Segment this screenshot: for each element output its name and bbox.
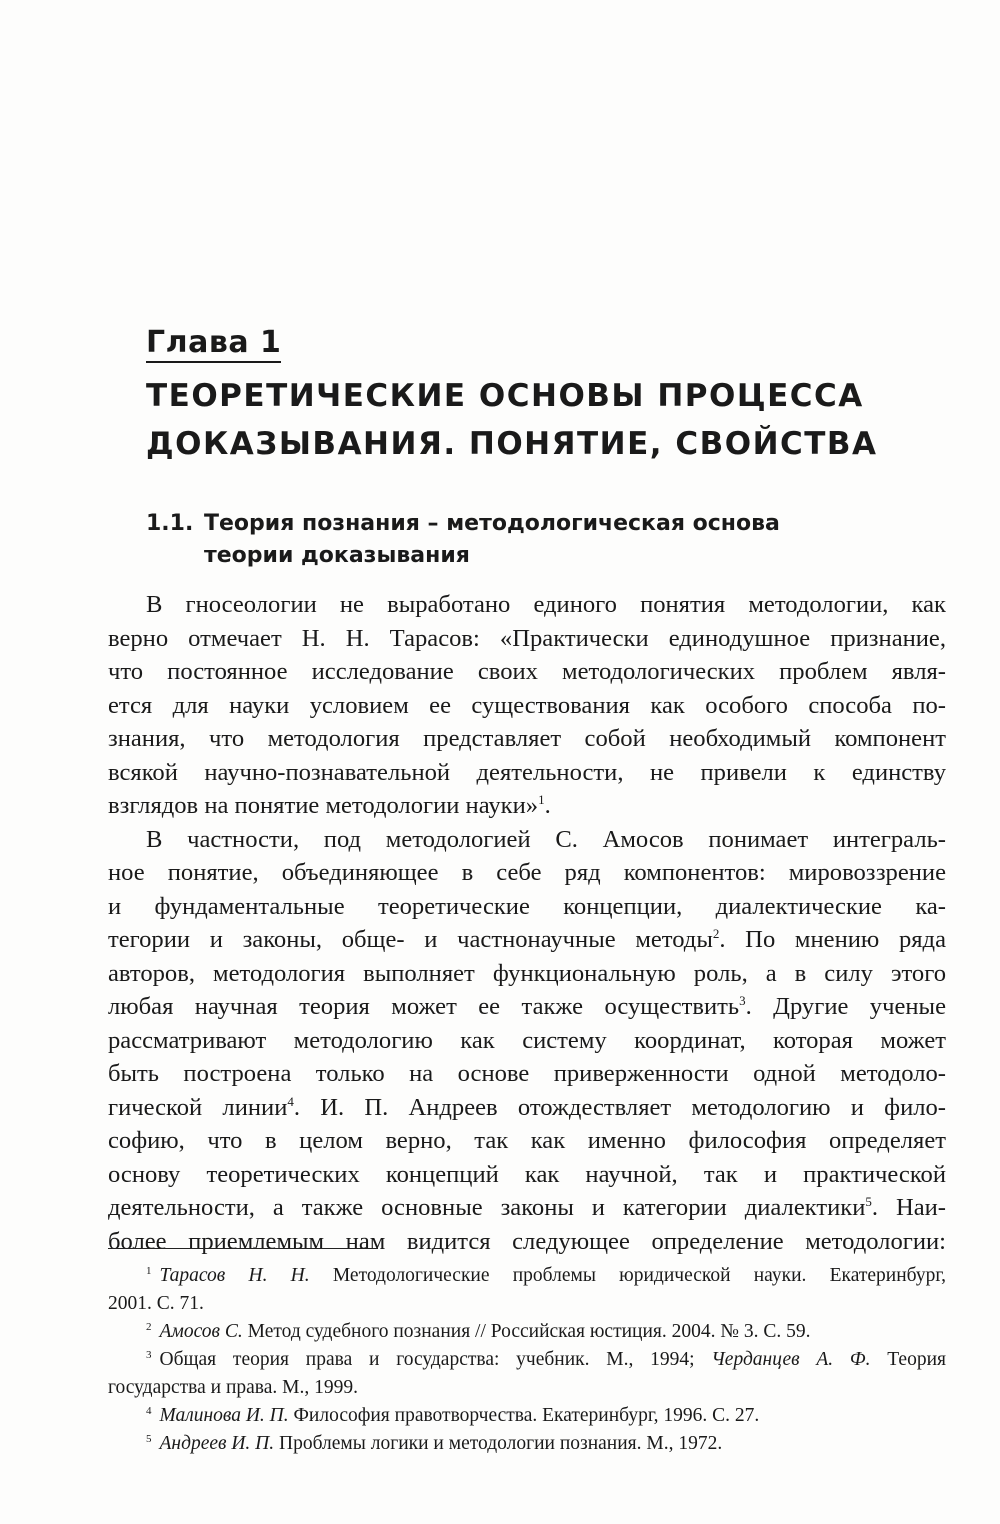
section-number: 1.1. <box>146 511 194 536</box>
section-title-line: теории доказывания <box>204 543 470 568</box>
section-heading <box>146 508 946 572</box>
text-line: что постоянное исследование своих методологических проблем явля- <box>108 658 946 685</box>
text-line: знания, что методология представляет собой необходимый компонент <box>108 725 946 752</box>
footnote-line <box>108 1262 946 1290</box>
text-line: В частности, под методологией С. Амосов понимает интеграль- <box>146 825 946 853</box>
paragraph <box>108 588 946 823</box>
footnote-text: Философия правотворчества. Екатеринбург, 1996. С. 27. <box>288 1405 760 1426</box>
text-segment: . И. П. Андреев отождествляет методологию и фило- <box>293 1093 946 1121</box>
text-segment: гической линии <box>108 1093 288 1121</box>
text-segment: . По мнению ряда <box>719 926 946 953</box>
text-segment: . Другие ученые <box>745 993 946 1020</box>
text-segment: любая научная теория может ее также осуществить <box>108 993 740 1020</box>
text-segment: деятельности, а также основные законы и категории диалектики <box>108 1194 866 1221</box>
footnote-mark: 1 <box>146 1264 152 1277</box>
text-line: всякой научно-познавательной деятельности, не привели к единству <box>108 758 946 786</box>
footnote-text: Проблемы логики и методологии познания. М., 1972. <box>274 1433 723 1454</box>
footnote <box>108 1262 946 1318</box>
text-line: ное понятие, объединяющее в себе ряд компонентов: мировоззрение <box>108 859 946 886</box>
footnote-ref: 2 <box>712 925 720 941</box>
text-line: ется для науки условием ее существования как особого способа по- <box>108 691 946 719</box>
text-segment: . Наи- <box>871 1194 946 1221</box>
text-line <box>108 923 946 957</box>
footnote-author: Черданцев А. Ф. <box>711 1349 871 1370</box>
footnote-ref: 4 <box>287 1093 294 1109</box>
text-line: основу теоретических концепций как научной, так и практической <box>108 1160 946 1188</box>
footnote-author: Малинова И. П. <box>159 1405 289 1426</box>
text-line: рассматривают методологию как систему координат, которая может <box>108 1026 946 1054</box>
footnotes <box>108 1262 946 1458</box>
text-segment: тегории и законы, обще- и частнонаучные методы <box>108 926 713 953</box>
footnote-mark: 5 <box>146 1432 152 1445</box>
footnote-line: 2001. С. 71. <box>108 1293 204 1314</box>
footnote-divider <box>108 1248 378 1249</box>
footnote-ref: 5 <box>865 1193 872 1209</box>
footnote-ref: 3 <box>739 992 746 1008</box>
footnote-mark: 2 <box>146 1320 152 1333</box>
footnote-line: государства и права. М., 1999. <box>108 1377 358 1398</box>
footnote-ref: 1 <box>538 791 545 807</box>
footnote <box>108 1346 946 1402</box>
text-line: софию, что в целом верно, так как именно философия определяет <box>108 1127 946 1154</box>
section-title-line: Теория познания – методологическая основа <box>204 511 780 536</box>
text-line: быть построена только на основе приверженности одной методоло- <box>108 1060 946 1087</box>
text-line <box>108 1091 946 1125</box>
text-line: верно отмечает Н. Н. Тарасов: «Практически единодушное признание, <box>108 624 946 652</box>
footnote-mark: 3 <box>146 1348 152 1361</box>
footnote-author: Андреев И. П. <box>159 1433 275 1454</box>
footnote-text: Теория <box>870 1349 946 1370</box>
footnote-mark: 4 <box>146 1404 152 1417</box>
text-line: авторов, методология выполняет функциональную роль, а в силу этого <box>108 959 946 987</box>
footnote-text: Метод судебного познания // Российская юстиция. 2004. № 3. С. 59. <box>242 1321 811 1342</box>
body-text <box>108 588 946 1258</box>
footnote-author: Амосов С. <box>159 1321 243 1342</box>
footnote <box>108 1402 946 1430</box>
chapter-title <box>146 372 906 468</box>
footnote <box>108 1318 946 1346</box>
text-line: более приемлемым нам видится следующее определение методологии: <box>108 1227 946 1255</box>
footnote-text: Общая теория права и государства: учебник. М., 1994; <box>159 1349 712 1370</box>
chapter-title-line: ДОКАЗЫВАНИЯ. ПОНЯТИЕ, СВОЙСТВА <box>146 426 878 462</box>
footnote-author: Тарасов Н. Н. <box>159 1265 310 1286</box>
footnote-line <box>108 1318 946 1346</box>
text-line: и фундаментальные теоретические концепции, диалектические ка- <box>108 892 946 920</box>
footnote-line <box>108 1402 946 1430</box>
text-segment: взглядов на понятие методологии науки» <box>108 792 539 819</box>
chapter-title-line: ТЕОРЕТИЧЕСКИЕ ОСНОВЫ ПРОЦЕССА <box>146 378 864 414</box>
chapter-label: Глава 1 <box>146 326 281 363</box>
text-line <box>108 789 946 823</box>
footnote <box>108 1430 946 1458</box>
footnote-line <box>108 1346 946 1374</box>
text-segment: . <box>544 792 551 819</box>
footnote-line <box>108 1430 946 1458</box>
text-line <box>108 1191 946 1225</box>
paragraph <box>108 823 946 1259</box>
text-line: В гносеологии не выработано единого понятия методологии, как <box>146 591 946 618</box>
footnote-text: Методологические проблемы юридической науки. Екатеринбург, <box>309 1265 946 1286</box>
text-line <box>108 990 946 1024</box>
